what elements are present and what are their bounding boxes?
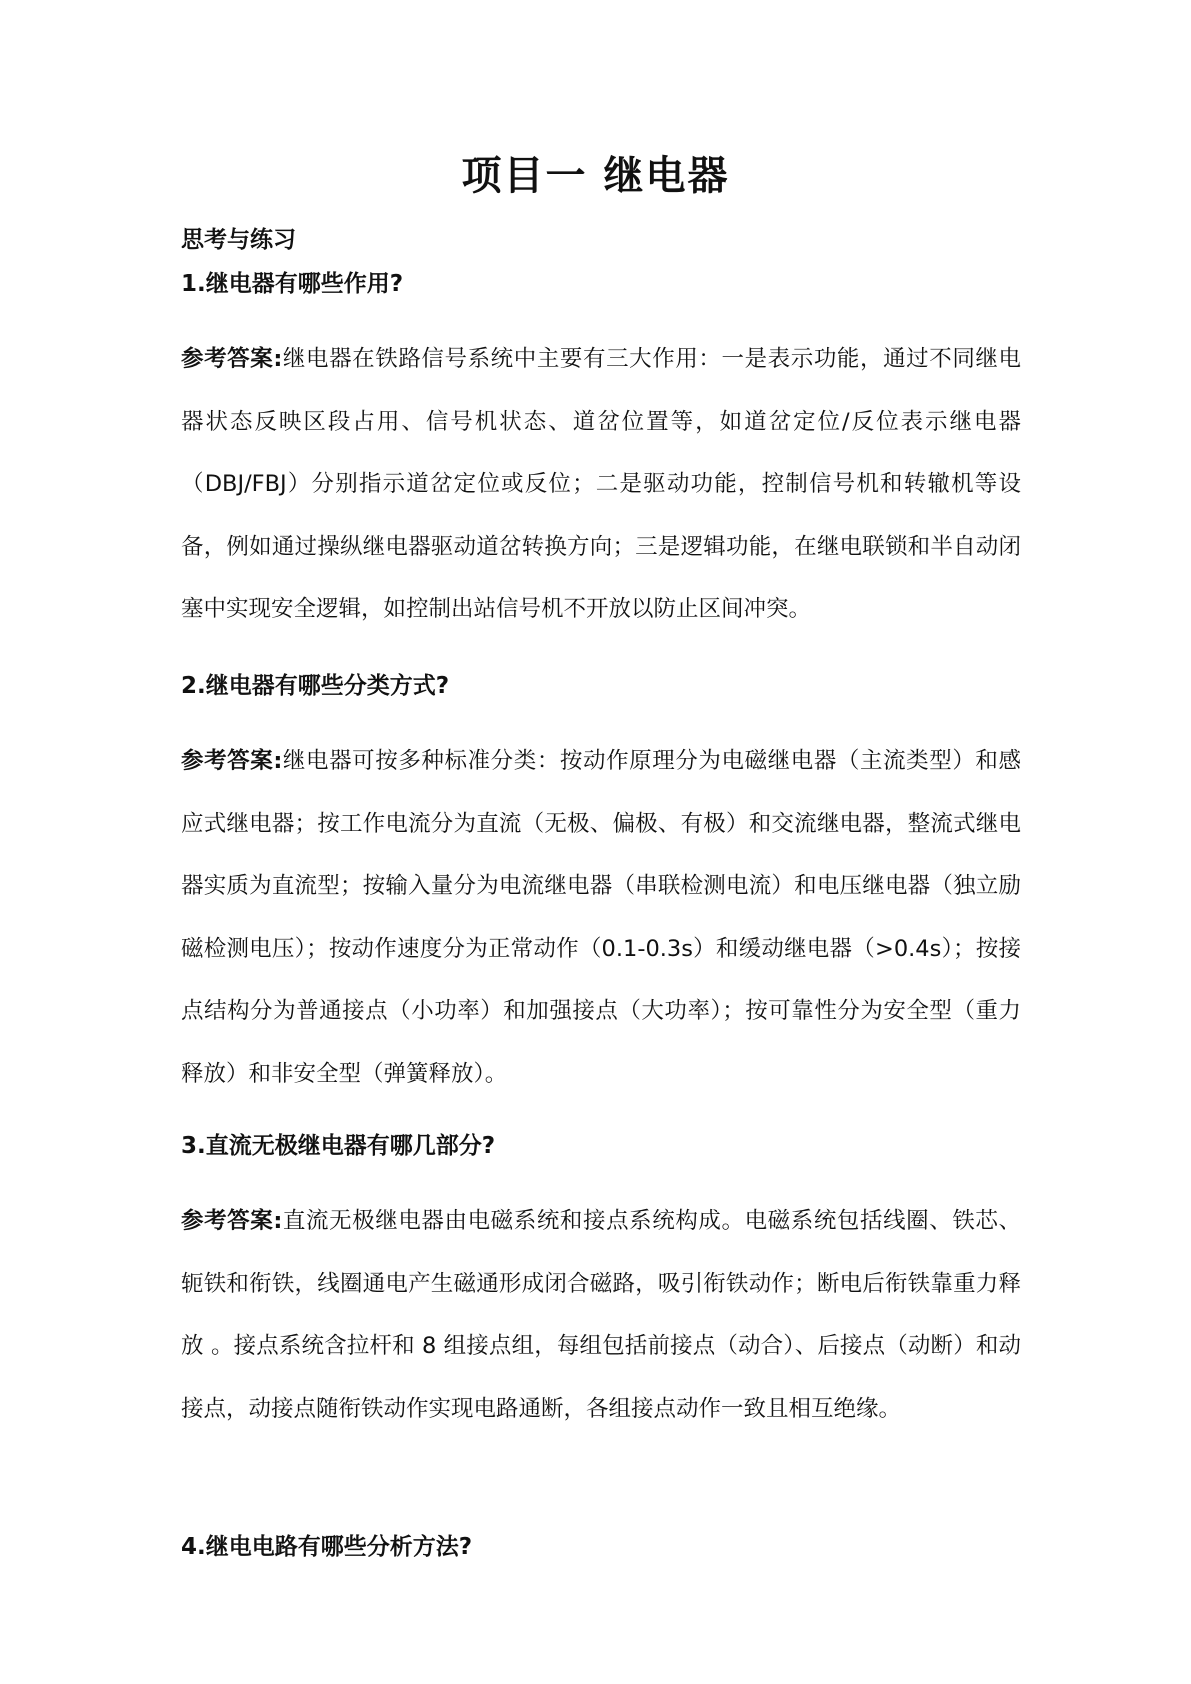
qa-item-3 <box>181 1128 1021 1440</box>
question-4: 4.继电电路有哪些分析方法? <box>181 1534 473 1560</box>
answer-text-3: 直流无极继电器由电磁系统和接点系统构成。电磁系统包括线圈、铁芯、轭铁和衔铁，线圈通电产生磁通形成闭合磁路，吸引衔铁动作；断电后衔铁靠重力释放 。接点系统含拉杆和 8 组接点组，每组包括前接点（动合）、后接点（动断）和动接点，动接点随衔铁动作实现电路通断，各组接点动作一致且相互绝缘。 <box>181 1208 1021 1422</box>
question-1: 1.继电器有哪些作用? <box>181 271 404 297</box>
answer-text-1: 继电器在铁路信号系统中主要有三大作用：一是表示功能，通过不同继电器状态反映区段占用、信号机状态、道岔位置等，如道岔定位/反位表示继电器（DBJ/FBJ）分别指示道岔定位或反位；二是驱动功能，控制信号机和转辙机等设备，例如通过操纵继电器驱动道岔转换方向；三是逻辑功能，在继电联锁和半自动闭塞中实现安全逻辑，如控制出站信号机不开放以防止区间冲突。 <box>181 346 1021 622</box>
qa-item-4 <box>181 1529 1021 1591</box>
document-title: 项目一 继电器 <box>461 153 730 199</box>
qa-item-2 <box>181 668 1021 1105</box>
qa-item-1 <box>181 266 1021 641</box>
answer-label-3: 参考答案: <box>181 1208 283 1234</box>
question-2: 2.继电器有哪些分类方式? <box>181 673 450 699</box>
answer-text-2: 继电器可按多种标准分类：按动作原理分为电磁继电器（主流类型）和感应式继电器；按工作电流分为直流（无极、偏极、有极）和交流继电器，整流式继电器实质为直流型；按输入量分为电流继电器（串联检测电流）和电压继电器（独立励磁检测电压）；按动作速度分为正常动作（0.1-0.3s）和缓动继电器（>0.4s）；按接点结构分为普通接点（小功率）和加强接点（大功率）；按可靠性分为安全型（重力释放）和非安全型（弹簧释放）。 <box>181 748 1021 1087</box>
question-3: 3.直流无极继电器有哪几部分? <box>181 1133 496 1159</box>
section-heading: 思考与练习 <box>181 227 296 253</box>
answer-label-2: 参考答案: <box>181 748 283 774</box>
answer-label-1: 参考答案: <box>181 346 283 372</box>
answer-1 <box>181 328 1021 641</box>
answer-2 <box>181 730 1021 1105</box>
answer-3 <box>181 1190 1021 1440</box>
